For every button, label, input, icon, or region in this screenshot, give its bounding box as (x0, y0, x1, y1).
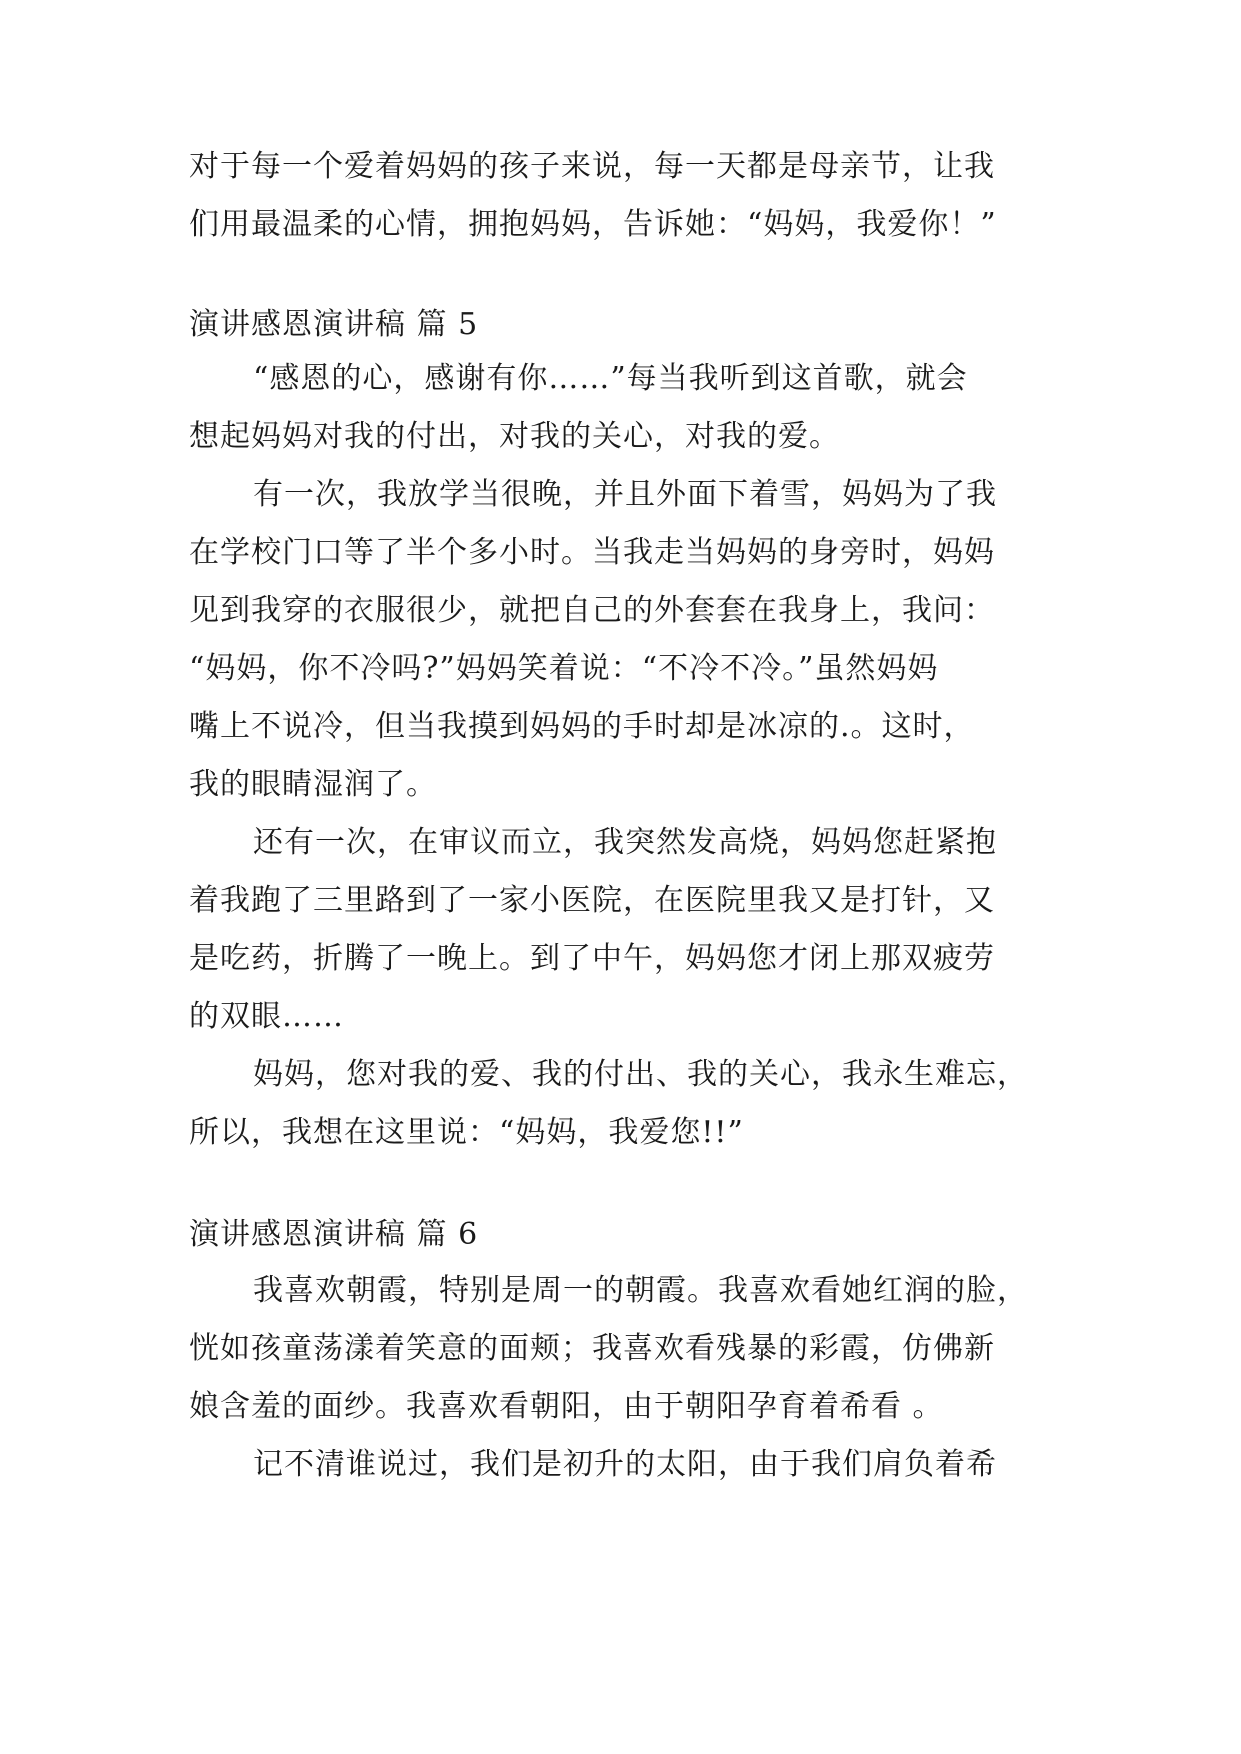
section-6-paragraph-1 (189, 1262, 1061, 1436)
paragraph-line: 我的眼睛湿润了。 (189, 767, 437, 802)
section-6-paragraph-2 (189, 1436, 1061, 1494)
paragraph-line: 见到我穿的衣服很少，就把自己的外套套在我身上，我问： (189, 593, 995, 628)
paragraph-line: 记不清谁说过，我们是初升的太阳，由于我们肩负着希 (253, 1447, 997, 1482)
section-5-paragraph-1 (189, 350, 1061, 466)
paragraph-line: “感恩的心，感谢有你……”每当我听到这首歌，就会 (253, 361, 968, 396)
paragraph-line: “妈妈，你不冷吗?”妈妈笑着说：“不冷不冷。”虽然妈妈 (189, 651, 939, 686)
paragraph-line: 妈妈，您对我的爱、我的付出、我的关心，我永生难忘， (253, 1057, 1028, 1092)
paragraph-line: 所以，我想在这里说：“妈妈，我爱您!!” (189, 1115, 744, 1150)
section-5-heading: 演讲感恩演讲稿 篇 5 (189, 307, 479, 342)
paragraph-line: 我喜欢朝霞，特别是周一的朝霞。我喜欢看她红润的脸， (253, 1273, 1028, 1308)
section-5-paragraph-2 (189, 466, 1061, 814)
paragraph-line: 的双眼…… (189, 999, 344, 1034)
paragraph-line: 对于每一个爱着妈妈的孩子来说，每一天都是母亲节，让我 (189, 149, 995, 184)
paragraph-line: 有一次，我放学当很晚，并且外面下着雪，妈妈为了我 (253, 477, 997, 512)
paragraph-line: 想起妈妈对我的付出，对我的关心，对我的爱。 (189, 419, 840, 454)
paragraph-line: 恍如孩童荡漾着笑意的面颊；我喜欢看残暴的彩霞，仿佛新 (189, 1331, 995, 1366)
paragraph-line: 娘含羞的面纱。我喜欢看朝阳，由于朝阳孕育着希看 。 (189, 1389, 944, 1424)
paragraph-line: 嘴上不说冷，但当我摸到妈妈的手时却是冰凉的.。这时， (189, 709, 975, 744)
section-5-paragraph-3 (189, 814, 1061, 1046)
section-6-heading: 演讲感恩演讲稿 篇 6 (189, 1217, 479, 1252)
section-5-paragraph-4 (189, 1046, 1061, 1162)
paragraph-line: 是吃药，折腾了一晚上。到了中午，妈妈您才闭上那双疲劳 (189, 941, 995, 976)
paragraph-line: 还有一次，在审议而立，我突然发高烧，妈妈您赶紧抱 (253, 825, 997, 860)
paragraph-line: 们用最温柔的心情，拥抱妈妈，告诉她：“妈妈，我爱你！” (189, 207, 997, 242)
paragraph-line: 在学校门口等了半个多小时。当我走当妈妈的身旁时，妈妈 (189, 535, 995, 570)
intro-paragraph (189, 138, 1061, 254)
paragraph-line: 着我跑了三里路到了一家小医院，在医院里我又是打针，又 (189, 883, 995, 918)
